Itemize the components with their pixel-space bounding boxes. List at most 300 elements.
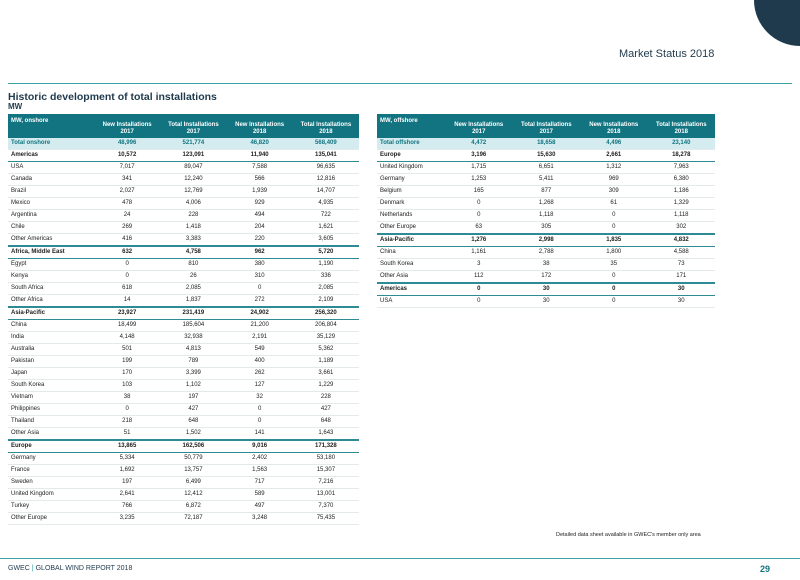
row-label: Canada [8,174,94,186]
row-label: Japan [8,368,94,380]
row-label: USA [8,162,94,174]
cell-value: 165 [445,186,513,198]
row-label: Vietnam [8,392,94,404]
cell-value: 1,253 [445,174,513,186]
column-header: New Installations 2018 [580,114,648,138]
cell-value: 1,329 [648,198,716,210]
row-label: Chile [8,222,94,234]
cell-value: 5,720 [293,246,359,259]
cell-value: 336 [293,271,359,283]
row-label: Asia-Pacific [377,234,445,247]
cell-value: 171,328 [293,440,359,453]
cell-value: 568,409 [293,138,359,150]
total-row [8,138,359,150]
footer-report-name: GLOBAL WIND REPORT 2018 [35,565,133,572]
cell-value: 494 [227,210,293,222]
row-label: Europe [377,150,445,162]
table-row [8,283,359,295]
table-row [8,465,359,477]
cell-value: 305 [513,222,581,235]
cell-value: 648 [160,416,226,428]
table-row [8,271,359,283]
cell-value: 309 [580,186,648,198]
cell-value: 2,998 [513,234,581,247]
cell-value: 30 [648,296,716,308]
cell-value: 3,605 [293,234,359,247]
cell-value: 11,940 [227,150,293,162]
cell-value: 218 [94,416,160,428]
cell-value: 0 [445,283,513,296]
cell-value: 35,129 [293,332,359,344]
cell-value: 7,216 [293,477,359,489]
cell-value: 427 [160,404,226,416]
cell-value: 18,658 [513,138,581,150]
table-row [377,198,715,210]
cell-value: 141 [227,428,293,441]
cell-value: 206,804 [293,320,359,332]
cell-value: 12,769 [160,186,226,198]
cell-value: 135,041 [293,150,359,162]
table-row [377,259,715,271]
cell-value: 0 [445,210,513,222]
cell-value: 2,085 [293,283,359,295]
cell-value: 632 [94,246,160,259]
cell-value: 1,161 [445,247,513,259]
row-label: Americas [377,283,445,296]
cell-value: 9,016 [227,440,293,453]
cell-value: 18,499 [94,320,160,332]
cell-value: 478 [94,198,160,210]
cell-value: 2,402 [227,453,293,465]
cell-value: 722 [293,210,359,222]
row-label: Other Europe [377,222,445,235]
cell-value: 26 [160,271,226,283]
row-label: Turkey [8,501,94,513]
cell-value: 220 [227,234,293,247]
cell-value: 1,186 [648,186,716,198]
cell-value: 1,189 [293,356,359,368]
cell-value: 3,383 [160,234,226,247]
table-row [8,368,359,380]
cell-value: 1,800 [580,247,648,259]
row-label: United Kingdom [377,162,445,174]
cell-value: 197 [94,477,160,489]
table-row [8,210,359,222]
cell-value: 302 [648,222,716,235]
cell-value: 171 [648,271,716,284]
footer-divider [0,558,800,559]
cell-value: 7,963 [648,162,716,174]
cell-value: 1,229 [293,380,359,392]
row-label: Mexico [8,198,94,210]
row-label: China [8,320,94,332]
table-row [8,198,359,210]
cell-value: 1,118 [648,210,716,222]
page-number: 29 [759,564,770,574]
column-header: Total Installations 2017 [160,114,226,138]
cell-value: 1,835 [580,234,648,247]
cell-value: 13,865 [94,440,160,453]
cell-value: 4,006 [160,198,226,210]
column-header: Total Installations 2017 [513,114,581,138]
cell-value: 2,788 [513,247,581,259]
cell-value: 61 [580,198,648,210]
cell-value: 6,499 [160,477,226,489]
cell-value: 1,643 [293,428,359,441]
table-row [8,174,359,186]
table-row [8,186,359,198]
row-label: Brazil [8,186,94,198]
cell-value: 1,268 [513,198,581,210]
table-row [377,222,715,235]
cell-value: 3,661 [293,368,359,380]
row-label: India [8,332,94,344]
cell-value: 416 [94,234,160,247]
cell-value: 127 [227,380,293,392]
cell-value: 23,927 [94,307,160,320]
table-row [8,162,359,174]
table-row [8,259,359,271]
row-label: Thailand [8,416,94,428]
cell-value: 0 [445,296,513,308]
cell-value: 5,411 [513,174,581,186]
cell-value: 1,502 [160,428,226,441]
cell-value: 1,102 [160,380,226,392]
cell-value: 766 [94,501,160,513]
cell-value: 618 [94,283,160,295]
cell-value: 341 [94,174,160,186]
row-label: Netherlands [377,210,445,222]
cell-value: 3,196 [445,150,513,162]
cell-value: 123,091 [160,150,226,162]
column-header: Total Installations 2018 [293,114,359,138]
row-label: Other Africa [8,295,94,308]
cell-value: 310 [227,271,293,283]
cell-value: 4,472 [445,138,513,150]
header-divider [8,83,792,84]
cell-value: 256,320 [293,307,359,320]
cell-value: 3,235 [94,513,160,525]
cell-value: 4,588 [648,247,716,259]
row-label: Kenya [8,271,94,283]
row-label: Egypt [8,259,94,271]
cell-value: 1,312 [580,162,648,174]
row-label: Europe [8,440,94,453]
table-header-row [8,114,359,138]
cell-value: 648 [293,416,359,428]
cell-value: 589 [227,489,293,501]
row-label: Australia [8,344,94,356]
cell-value: 0 [580,210,648,222]
row-label: Total onshore [8,138,94,150]
cell-value: 162,506 [160,440,226,453]
cell-value: 4,935 [293,198,359,210]
cell-value: 1,276 [445,234,513,247]
table-row [8,332,359,344]
region-row [8,440,359,453]
region-row [8,307,359,320]
cell-value: 3 [445,259,513,271]
cell-value: 48,996 [94,138,160,150]
cell-value: 0 [580,222,648,235]
cell-value: 566 [227,174,293,186]
total-row [377,138,715,150]
row-label: France [8,465,94,477]
table-row [377,174,715,186]
table-row [377,210,715,222]
cell-value: 15,307 [293,465,359,477]
row-label: Philippines [8,404,94,416]
table-row [8,344,359,356]
table-header-row [377,114,715,138]
cell-value: 231,419 [160,307,226,320]
row-label: Sweden [8,477,94,489]
cell-value: 21,200 [227,320,293,332]
cell-value: 1,118 [513,210,581,222]
cell-value: 2,191 [227,332,293,344]
cell-value: 0 [580,283,648,296]
column-header: Total Installations 2018 [648,114,716,138]
cell-value: 51 [94,428,160,441]
cell-value: 497 [227,501,293,513]
cell-value: 2,661 [580,150,648,162]
region-row [8,150,359,162]
cell-value: 1,837 [160,295,226,308]
cell-value: 0 [227,416,293,428]
row-label: United Kingdom [8,489,94,501]
row-label: South Korea [377,259,445,271]
cell-value: 6,872 [160,501,226,513]
table-row [8,380,359,392]
cell-value: 0 [227,404,293,416]
row-label: USA [377,296,445,308]
cell-value: 112 [445,271,513,284]
cell-value: 1,418 [160,222,226,234]
cell-value: 228 [293,392,359,404]
cell-value: 0 [445,198,513,210]
cell-value: 18,278 [648,150,716,162]
column-header: New Installations 2017 [94,114,160,138]
table-row [377,296,715,308]
cell-value: 400 [227,356,293,368]
cell-value: 929 [227,198,293,210]
cell-value: 501 [94,344,160,356]
table-row [8,489,359,501]
row-label: Other Europe [8,513,94,525]
cell-value: 1,621 [293,222,359,234]
table-row [377,162,715,174]
row-label: Denmark [377,198,445,210]
row-label: Asia-Pacific [8,307,94,320]
cell-value: 14,707 [293,186,359,198]
offshore-table [377,114,715,308]
table-row [377,247,715,259]
table-row [8,501,359,513]
cell-value: 2,027 [94,186,160,198]
cell-value: 24,902 [227,307,293,320]
cell-value: 0 [94,259,160,271]
column-header: New Installations 2017 [445,114,513,138]
cell-value: 4,758 [160,246,226,259]
row-label: Germany [8,453,94,465]
cell-value: 170 [94,368,160,380]
cell-value: 185,604 [160,320,226,332]
cell-value: 1,715 [445,162,513,174]
cell-value: 13,001 [293,489,359,501]
row-label: South Korea [8,380,94,392]
cell-value: 12,412 [160,489,226,501]
cell-value: 1,939 [227,186,293,198]
table-row [377,271,715,284]
cell-value: 50,779 [160,453,226,465]
cell-value: 427 [293,404,359,416]
footer-brand [8,565,132,572]
table-row [8,416,359,428]
cell-value: 269 [94,222,160,234]
cell-value: 14 [94,295,160,308]
cell-value: 2,109 [293,295,359,308]
cell-value: 4,496 [580,138,648,150]
table-row [8,513,359,525]
cell-value: 35 [580,259,648,271]
cell-value: 53,180 [293,453,359,465]
cell-value: 789 [160,356,226,368]
region-row [377,150,715,162]
cell-value: 38 [94,392,160,404]
cell-value: 30 [513,283,581,296]
cell-value: 172 [513,271,581,284]
table-row [8,295,359,308]
table-row [377,186,715,198]
column-header: MW, offshore [377,114,445,138]
table-row [8,477,359,489]
cell-value: 5,362 [293,344,359,356]
cell-value: 10,572 [94,150,160,162]
cell-value: 0 [227,283,293,295]
table-row [8,428,359,441]
cell-value: 46,820 [227,138,293,150]
cell-value: 197 [160,392,226,404]
region-row [8,246,359,259]
row-label: Other Americas [8,234,94,247]
cell-value: 717 [227,477,293,489]
table-row [8,356,359,368]
footer-separator: | [31,565,34,572]
cell-value: 877 [513,186,581,198]
cell-value: 380 [227,259,293,271]
cell-value: 13,757 [160,465,226,477]
cell-value: 73 [648,259,716,271]
row-label: China [377,247,445,259]
cell-value: 15,630 [513,150,581,162]
cell-value: 228 [160,210,226,222]
table-row [8,222,359,234]
cell-value: 199 [94,356,160,368]
page-title: Historic development of total installations [8,91,217,103]
cell-value: 63 [445,222,513,235]
cell-value: 2,641 [94,489,160,501]
cell-value: 0 [580,271,648,284]
footnote: Detailed data sheet available in GWEC's member only area [556,532,701,538]
cell-value: 1,563 [227,465,293,477]
cell-value: 521,774 [160,138,226,150]
row-label: Other Asia [8,428,94,441]
table-row [8,453,359,465]
section-title: Market Status 2018 [619,48,715,60]
cell-value: 3,248 [227,513,293,525]
cell-value: 4,832 [648,234,716,247]
cell-value: 32,938 [160,332,226,344]
cell-value: 30 [513,296,581,308]
cell-value: 6,651 [513,162,581,174]
cell-value: 2,085 [160,283,226,295]
onshore-table [8,114,359,525]
row-label: Africa, Middle East [8,246,94,259]
cell-value: 24 [94,210,160,222]
cell-value: 96,635 [293,162,359,174]
cell-value: 89,047 [160,162,226,174]
region-row [377,283,715,296]
page-subtitle: MW [8,102,23,111]
column-header: MW, onshore [8,114,94,138]
cell-value: 0 [580,296,648,308]
cell-value: 6,380 [648,174,716,186]
cell-value: 7,017 [94,162,160,174]
cell-value: 969 [580,174,648,186]
cell-value: 1,190 [293,259,359,271]
cell-value: 23,140 [648,138,716,150]
row-label: South Africa [8,283,94,295]
cell-value: 12,816 [293,174,359,186]
cell-value: 4,813 [160,344,226,356]
cell-value: 1,692 [94,465,160,477]
footer-brand-name: GWEC [8,565,30,572]
column-header: New Installations 2018 [227,114,293,138]
cell-value: 262 [227,368,293,380]
row-label: Total offshore [377,138,445,150]
row-label: Argentina [8,210,94,222]
cell-value: 0 [94,404,160,416]
row-label: Americas [8,150,94,162]
cell-value: 75,435 [293,513,359,525]
row-label: Pakistan [8,356,94,368]
cell-value: 103 [94,380,160,392]
cell-value: 5,334 [94,453,160,465]
cell-value: 204 [227,222,293,234]
cell-value: 0 [94,271,160,283]
cell-value: 72,187 [160,513,226,525]
cell-value: 38 [513,259,581,271]
table-row [8,234,359,247]
cell-value: 4,148 [94,332,160,344]
cell-value: 30 [648,283,716,296]
cell-value: 32 [227,392,293,404]
row-label: Germany [377,174,445,186]
cell-value: 12,240 [160,174,226,186]
cell-value: 272 [227,295,293,308]
region-row [377,234,715,247]
cell-value: 7,370 [293,501,359,513]
corner-decoration [754,0,800,46]
table-row [8,392,359,404]
row-label: Other Asia [377,271,445,284]
row-label: Belgium [377,186,445,198]
cell-value: 7,588 [227,162,293,174]
cell-value: 962 [227,246,293,259]
table-row [8,404,359,416]
cell-value: 3,399 [160,368,226,380]
cell-value: 549 [227,344,293,356]
